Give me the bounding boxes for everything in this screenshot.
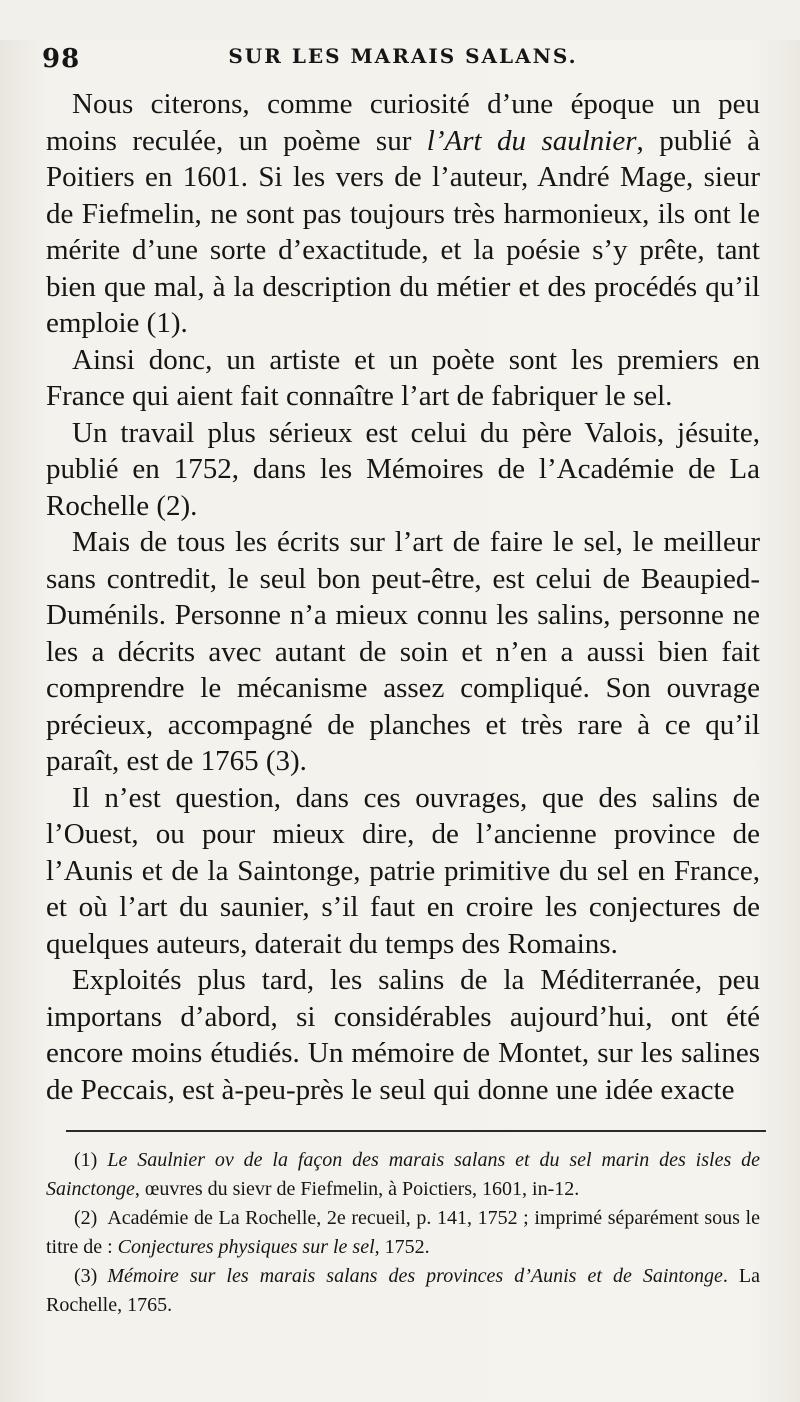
footnote-text: Académie de La Rochelle, 2e recueil, p. 141, 1752 ; imprimé séparément sous le titre de :: [46, 1207, 760, 1258]
book-title: l’Art du saulnier: [426, 124, 637, 157]
footnote: [46, 1146, 760, 1204]
footnote: [46, 1262, 760, 1320]
body-text: [46, 86, 760, 1108]
footnote-marker: (3): [74, 1265, 98, 1287]
footnote-text: . La Rochelle, 1765.: [46, 1265, 760, 1316]
paragraph: Ainsi donc, un artiste et un poète sont les premiers en France qui aient fait connaître l’art de fabriquer le sel.: [46, 343, 760, 412]
footnote: [46, 1204, 760, 1262]
footnote-title: Le Saulnier ov de la façon des marais salans et du sel marin des isles de Sainctonge: [46, 1149, 760, 1200]
footnote-title: Conjectures physiques sur le sel: [117, 1236, 375, 1258]
paragraph: Exploités plus tard, les salins de la Méditerranée, peu importans d’abord, si considérables aujourd’hui, ont été encore moins étudiés. Un mémoire de Montet, sur les salines de Peccais, est à-peu-près le seul qui donne une idée exacte: [46, 964, 760, 1106]
footnote-title: Mémoire sur les marais salans des provinces d’Aunis et de Saintonge: [107, 1265, 723, 1287]
paragraph-text: , publié à Poitiers en 1601. Si les vers de l’auteur, André Mage, sieur de Fiefmelin, ne sont pas toujours très harmonieux, ils ont le mérite d’une sorte d’exactitude, et la poésie s’y prête, tant bien que mal, à la description du métier et des procédés qu’il emploie (1).: [46, 124, 761, 339]
footnote-marker: (2): [74, 1207, 98, 1229]
paragraph: Mais de tous les écrits sur l’art de faire le sel, le meilleur sans contredit, le seul bon peut-être, est celui de Beaupied-Duménils. Personne n’a mieux connu les salins, personne ne les a décrits avec autant de soin et n’en a aussi bien fait comprendre le mécanisme assez compliqué. Son ouvrage précieux, accompagné de planches et très rare à ce qu’il paraît, est de 1765 (3).: [46, 526, 760, 777]
book-page: [0, 40, 800, 1402]
paragraph-text: Nous citerons, comme curiosité d’une époque un peu moins reculée, un poème sur: [46, 88, 760, 157]
paragraph: Un travail plus sérieux est celui du père Valois, jésuite, publié en 1752, dans les Mémoires de l’Académie de La Rochelle (2).: [46, 416, 760, 522]
footnote-text: , œuvres du sievr de Fiefmelin, à Poictiers, 1601, in-12.: [134, 1178, 580, 1200]
page-number: 98: [42, 44, 81, 74]
footnote-rule: [66, 1130, 766, 1132]
running-head: [42, 40, 760, 74]
paragraph: Il n’est question, dans ces ouvrages, que des salins de l’Ouest, ou pour mieux dire, de l’ancienne province de l’Aunis et de la Saintonge, patrie primitive du sel en France, et où l’art du saunier, s’il faut en croire les conjectures de quelques auteurs, daterait du temps des Romains.: [46, 781, 760, 960]
running-title: SUR LES MARAIS SALANS.: [228, 44, 578, 68]
footnotes: [46, 1146, 760, 1320]
footnote-text: , 1752.: [374, 1236, 430, 1258]
footnote-marker: (1): [74, 1149, 98, 1171]
paragraph: [46, 86, 760, 342]
